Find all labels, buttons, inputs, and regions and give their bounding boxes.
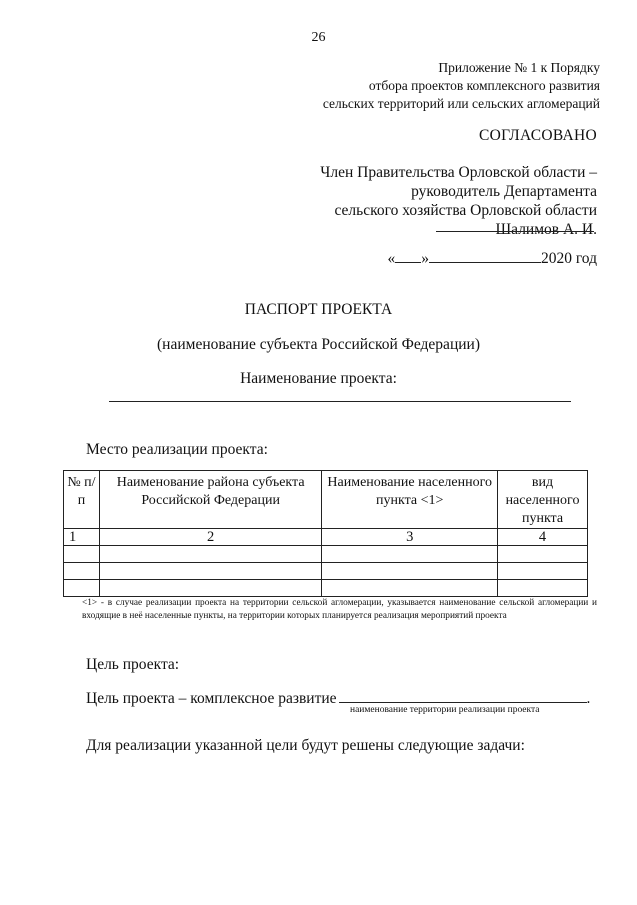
- date-close-quote: »: [421, 250, 429, 267]
- location-table: [63, 470, 588, 597]
- page-number: 26: [311, 30, 326, 45]
- agreed-heading: СОГЛАСОВАНО: [478, 127, 597, 144]
- column-number-row: [64, 529, 588, 546]
- table-cell: [99, 563, 321, 580]
- tasks-intro: Для реализации указанной цели будут решены следующие задачи:: [86, 737, 525, 754]
- table-row: [64, 563, 588, 580]
- approver-line: сельского хозяйства Орловской области: [334, 202, 597, 219]
- document-title: ПАСПОРТ ПРОЕКТА: [244, 301, 393, 318]
- table-cell: [322, 580, 498, 597]
- column-header: Наименование района субъекта Российской Федерации: [99, 471, 321, 529]
- approver-line: руководитель Департамента: [411, 183, 597, 200]
- table-cell: [64, 563, 100, 580]
- table-cell: [322, 546, 498, 563]
- territory-hint: наименование территории реализации проекта: [350, 705, 540, 715]
- place-label: Место реализации проекта:: [86, 441, 268, 458]
- column-header: вид населенного пункта: [498, 471, 588, 529]
- territory-blank: [339, 688, 587, 703]
- column-number: 4: [498, 529, 588, 546]
- appendix-note: [323, 59, 600, 113]
- project-name-line: [109, 401, 571, 402]
- appendix-line: отбора проектов комплексного развития: [368, 78, 600, 93]
- table-cell: [498, 546, 588, 563]
- table-cell: [322, 563, 498, 580]
- table-cell: [99, 580, 321, 597]
- project-name-label: Наименование проекта:: [240, 370, 397, 387]
- goal-end: .: [586, 690, 591, 707]
- table-cell: [498, 580, 588, 597]
- appendix-line: сельских территорий или сельских агломераций: [322, 96, 600, 111]
- column-number: 2: [99, 529, 321, 546]
- date-year: 2020 год: [540, 250, 597, 267]
- goal-label: Цель проекта:: [86, 656, 180, 673]
- table-row: [64, 580, 588, 597]
- day-blank: [395, 247, 421, 263]
- goal-text: Цель проекта – комплексное развитие: [86, 690, 337, 707]
- approver-block: [320, 163, 597, 239]
- table-cell: [64, 546, 100, 563]
- column-header: Наименование населенного пункта <1>: [322, 471, 498, 529]
- footnote: <1> - в случае реализации проекта на территории сельской агломерации, указывается наименование сельской агломерации и входящие в неё населенные пункты, на территории которых планируется реализация мероприятий проекта: [82, 598, 597, 621]
- approval-date: [387, 247, 597, 268]
- month-blank: [429, 247, 541, 263]
- table-cell: [498, 563, 588, 580]
- table-cell: [64, 580, 100, 597]
- approver-name: Шалимов А. И.: [495, 221, 597, 238]
- column-number: 3: [322, 529, 498, 546]
- column-header: № п/п: [64, 471, 100, 529]
- date-open-quote: «: [387, 250, 396, 267]
- approver-line: Член Правительства Орловской области –: [320, 164, 597, 181]
- signature-line: [436, 231, 594, 232]
- column-number: 1: [64, 529, 100, 546]
- subject-placeholder: (наименование субъекта Российской Федерации): [157, 336, 480, 353]
- table-cell: [99, 546, 321, 563]
- table-row: [64, 546, 588, 563]
- appendix-line: Приложение № 1 к Порядку: [438, 60, 600, 75]
